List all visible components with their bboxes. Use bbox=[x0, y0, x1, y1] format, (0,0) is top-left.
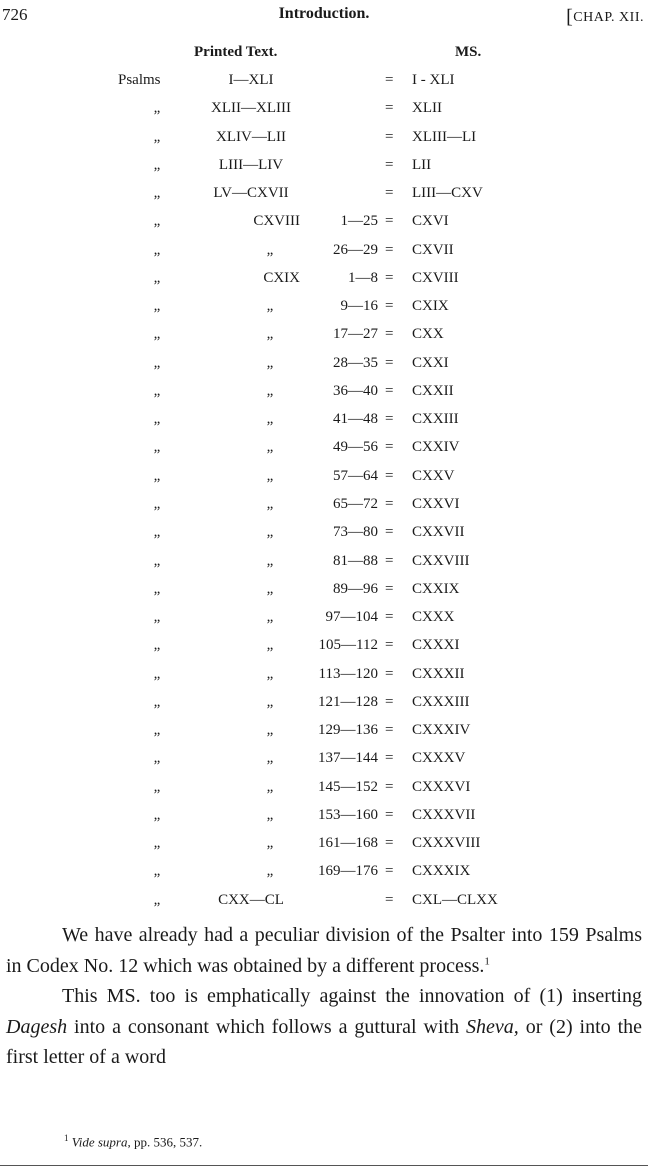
chapter-reference bbox=[566, 4, 644, 27]
verse-range: 153—160 bbox=[318, 806, 378, 823]
ditto-mark: „ bbox=[153, 156, 161, 173]
table-row bbox=[0, 68, 648, 96]
ditto-mark: „ bbox=[153, 269, 161, 286]
ms-psalm-range: CXXXVIII bbox=[412, 835, 481, 852]
footnote bbox=[64, 1133, 202, 1150]
equals-sign: = bbox=[385, 609, 394, 626]
printed-psalm-range: LIII—LIV bbox=[218, 156, 284, 173]
ditto-mark: „ bbox=[153, 495, 161, 512]
running-header bbox=[0, 0, 648, 30]
ditto-mark: „ bbox=[153, 241, 161, 258]
ditto-mark: „ bbox=[153, 128, 161, 145]
ms-psalm-range: CXXXIII bbox=[412, 693, 470, 710]
ms-psalm-range: CXXXV bbox=[412, 750, 466, 767]
verse-range: 41—48 bbox=[333, 411, 378, 428]
ditto-mark: „ bbox=[153, 693, 161, 710]
verse-range: 17—27 bbox=[333, 326, 378, 343]
ms-psalm-range: CXXXVII bbox=[412, 806, 476, 823]
ms-psalm-range: CXX bbox=[412, 326, 444, 343]
printed-psalm-range: „ bbox=[266, 665, 274, 682]
ms-psalm-range: XLIII—LI bbox=[412, 128, 477, 145]
paragraph-2 bbox=[6, 981, 642, 1073]
printed-psalm-range: XLII—XLIII bbox=[211, 100, 291, 117]
verse-range: 121—128 bbox=[318, 693, 378, 710]
equals-sign: = bbox=[385, 467, 394, 484]
ms-psalm-range: LIII—CXV bbox=[412, 185, 483, 202]
printed-psalm-range: XLIV—LII bbox=[216, 128, 286, 145]
table-row bbox=[0, 351, 648, 379]
verse-range: 105—112 bbox=[318, 637, 378, 654]
ms-psalm-range: CXXXIV bbox=[412, 722, 471, 739]
page-number: 726 bbox=[2, 5, 28, 24]
printed-psalm-range: „ bbox=[266, 552, 274, 569]
table-row bbox=[0, 775, 648, 803]
ms-psalm-range: CXL—CLXX bbox=[412, 891, 498, 908]
verse-range: 1—8 bbox=[348, 269, 378, 286]
ms-psalm-range: CXXXIX bbox=[412, 863, 471, 880]
table-row bbox=[0, 520, 648, 548]
table-row bbox=[0, 803, 648, 831]
ditto-mark: „ bbox=[153, 298, 161, 315]
printed-psalm-range: LV—CXVII bbox=[213, 185, 289, 202]
verse-range: 89—96 bbox=[333, 580, 378, 597]
printed-psalm-range: „ bbox=[266, 580, 274, 597]
ditto-mark: „ bbox=[153, 750, 161, 767]
printed-psalm-range: „ bbox=[266, 863, 274, 880]
ditto-mark: „ bbox=[153, 100, 161, 117]
ms-psalm-range: CXVIII bbox=[412, 269, 459, 286]
table-row bbox=[0, 153, 648, 181]
ms-psalm-range: CXXXII bbox=[412, 665, 465, 682]
equals-sign: = bbox=[385, 778, 394, 795]
ms-psalm-range: CXXIII bbox=[412, 411, 459, 428]
equals-sign: = bbox=[385, 637, 394, 654]
footnote-rule bbox=[0, 1165, 648, 1166]
ditto-mark: „ bbox=[153, 863, 161, 880]
table-row bbox=[0, 379, 648, 407]
footnote-ref: Vide supra, bbox=[71, 1134, 131, 1150]
ditto-mark: „ bbox=[153, 326, 161, 343]
table-row bbox=[0, 718, 648, 746]
table-row bbox=[0, 294, 648, 322]
ditto-mark: „ bbox=[153, 637, 161, 654]
printed-psalm-range: „ bbox=[266, 835, 274, 852]
printed-psalm-range: „ bbox=[266, 524, 274, 541]
table-row bbox=[0, 407, 648, 435]
equals-sign: = bbox=[385, 411, 394, 428]
table-row bbox=[0, 322, 648, 350]
verse-range: 57—64 bbox=[333, 467, 378, 484]
ditto-mark: „ bbox=[153, 185, 161, 202]
equals-sign: = bbox=[385, 185, 394, 202]
equals-sign: = bbox=[385, 72, 394, 88]
printed-psalm-range: „ bbox=[266, 778, 274, 795]
verse-range: 81—88 bbox=[333, 552, 378, 569]
equals-sign: = bbox=[385, 580, 394, 597]
equals-sign: = bbox=[385, 806, 394, 823]
table-row bbox=[0, 605, 648, 633]
equals-sign: = bbox=[385, 439, 394, 456]
ms-psalm-range: CXXVI bbox=[412, 495, 460, 512]
verse-range: 129—136 bbox=[318, 722, 378, 739]
ms-psalm-range: CXXIX bbox=[412, 580, 460, 597]
chapter-label: CHAP. XII. bbox=[573, 10, 644, 25]
printed-psalm-range: „ bbox=[266, 609, 274, 626]
equals-sign: = bbox=[385, 665, 394, 682]
ditto-mark: „ bbox=[153, 891, 161, 908]
ms-psalm-range: CXVII bbox=[412, 241, 454, 258]
verse-range: 137—144 bbox=[318, 750, 378, 767]
running-title: Introduction. bbox=[278, 5, 370, 22]
equals-sign: = bbox=[385, 128, 394, 145]
equals-sign: = bbox=[385, 213, 394, 230]
verse-range: 97—104 bbox=[325, 609, 378, 626]
paragraph-2-text-a: This MS. too is emphatically against the innovation of (1) inserting bbox=[62, 985, 642, 1007]
ditto-mark: „ bbox=[153, 439, 161, 456]
equals-sign: = bbox=[385, 354, 394, 371]
table-row bbox=[0, 549, 648, 577]
table-row bbox=[0, 266, 648, 294]
verse-range: 1—25 bbox=[340, 213, 378, 230]
ms-psalm-range: CXXVIII bbox=[412, 552, 470, 569]
verse-range: 26—29 bbox=[333, 241, 378, 258]
equals-sign: = bbox=[385, 552, 394, 569]
paragraph-2-text-b: into a consonant which follows a guttural with bbox=[67, 1015, 467, 1038]
ms-psalm-range: LII bbox=[412, 156, 432, 173]
printed-psalm-range: „ bbox=[266, 326, 274, 343]
table-row bbox=[0, 577, 648, 605]
ms-heading: MS. bbox=[455, 44, 482, 60]
equals-sign: = bbox=[385, 524, 394, 541]
verse-range: 113—120 bbox=[318, 665, 378, 682]
dagesh-term: Dagesh bbox=[6, 1015, 68, 1038]
table-row bbox=[0, 209, 648, 237]
ditto-mark: „ bbox=[153, 665, 161, 682]
printed-psalm-range: „ bbox=[266, 806, 274, 823]
chapter-bracket: [ bbox=[566, 6, 574, 28]
ms-psalm-range: CXXVII bbox=[412, 524, 465, 541]
ditto-mark: „ bbox=[153, 722, 161, 739]
verse-range: 65—72 bbox=[333, 495, 378, 512]
printed-psalm-range: „ bbox=[266, 750, 274, 767]
ditto-mark: „ bbox=[153, 609, 161, 626]
equals-sign: = bbox=[385, 382, 394, 399]
sheva-term: Sheva, bbox=[466, 1015, 519, 1038]
ditto-mark: „ bbox=[153, 354, 161, 371]
ms-psalm-range: CXXIV bbox=[412, 439, 460, 456]
verse-range: 36—40 bbox=[333, 382, 378, 399]
ditto-mark: „ bbox=[153, 552, 161, 569]
table-row bbox=[0, 435, 648, 463]
equals-sign: = bbox=[385, 722, 394, 739]
ms-psalm-range: I - XLI bbox=[412, 72, 455, 88]
printed-psalm-range: CXVIII bbox=[253, 213, 300, 230]
table-row bbox=[0, 492, 648, 520]
ms-psalm-range: CXXXI bbox=[412, 637, 460, 654]
printed-psalm-range: „ bbox=[266, 439, 274, 456]
table-rows bbox=[0, 68, 648, 916]
footnote-text: pp. 536, 537. bbox=[130, 1134, 203, 1150]
ditto-mark: „ bbox=[153, 806, 161, 823]
ditto-mark: „ bbox=[153, 411, 161, 428]
printed-psalm-range: CXIX bbox=[263, 269, 300, 286]
ditto-mark: „ bbox=[153, 580, 161, 597]
verse-range: 9—16 bbox=[340, 298, 378, 315]
equals-sign: = bbox=[385, 269, 394, 286]
printed-psalm-range: CXX—CL bbox=[218, 891, 284, 908]
ms-psalm-range: CXVI bbox=[412, 213, 449, 230]
equals-sign: = bbox=[385, 863, 394, 880]
ditto-mark: „ bbox=[153, 213, 161, 230]
printed-psalm-range: „ bbox=[266, 495, 274, 512]
printed-psalm-range: „ bbox=[266, 354, 274, 371]
table-row bbox=[0, 859, 648, 887]
body-text bbox=[6, 920, 642, 1073]
ms-psalm-range: CXXI bbox=[412, 354, 449, 371]
equals-sign: = bbox=[385, 326, 394, 343]
printed-psalm-range: „ bbox=[266, 241, 274, 258]
printed-text-heading: Printed Text. bbox=[194, 44, 278, 60]
printed-psalm-range: „ bbox=[266, 693, 274, 710]
table-row bbox=[0, 125, 648, 153]
equals-sign: = bbox=[385, 156, 394, 173]
equals-sign: = bbox=[385, 750, 394, 767]
table-row bbox=[0, 662, 648, 690]
verse-range: 73—80 bbox=[333, 524, 378, 541]
paragraph-1-text: We have already had a peculiar division of the Psalter into 159 Psalms in Codex No. 12 which was obtained by a different process. bbox=[6, 924, 642, 977]
ditto-mark: „ bbox=[153, 524, 161, 541]
table-row bbox=[0, 690, 648, 718]
printed-psalm-range: „ bbox=[266, 467, 274, 484]
equals-sign: = bbox=[385, 100, 394, 117]
table-row bbox=[0, 831, 648, 859]
printed-psalm-range: „ bbox=[266, 298, 274, 315]
ditto-mark: „ bbox=[153, 467, 161, 484]
printed-psalm-range: „ bbox=[266, 637, 274, 654]
equals-sign: = bbox=[385, 693, 394, 710]
table-row bbox=[0, 464, 648, 492]
printed-psalm-range: „ bbox=[266, 382, 274, 399]
verse-range: 145—152 bbox=[318, 778, 378, 795]
verse-range: 28—35 bbox=[333, 354, 378, 371]
table-row bbox=[0, 633, 648, 661]
verse-range: 161—168 bbox=[318, 835, 378, 852]
ditto-mark: „ bbox=[153, 835, 161, 852]
footnote-number: 1 bbox=[64, 1133, 69, 1143]
ms-psalm-range: CXIX bbox=[412, 298, 449, 315]
equals-sign: = bbox=[385, 495, 394, 512]
ms-psalm-range: CXXII bbox=[412, 382, 454, 399]
ms-psalm-range: CXXX bbox=[412, 609, 455, 626]
ditto-mark: „ bbox=[153, 778, 161, 795]
ms-psalm-range: CXXXVI bbox=[412, 778, 471, 795]
footnote-marker: 1 bbox=[484, 954, 490, 967]
equals-sign: = bbox=[385, 241, 394, 258]
ditto-mark: „ bbox=[153, 382, 161, 399]
table-row bbox=[0, 96, 648, 124]
equals-sign: = bbox=[385, 835, 394, 852]
table-row bbox=[0, 181, 648, 209]
table-row bbox=[0, 238, 648, 266]
table-row bbox=[0, 888, 648, 916]
table-row bbox=[0, 746, 648, 774]
equals-sign: = bbox=[385, 298, 394, 315]
equals-sign: = bbox=[385, 891, 394, 908]
verse-range: 169—176 bbox=[318, 863, 378, 880]
verse-range: 49—56 bbox=[333, 439, 378, 456]
ms-psalm-range: XLII bbox=[412, 100, 442, 117]
paragraph-1 bbox=[6, 920, 642, 981]
psalms-label: Psalms bbox=[118, 72, 161, 88]
ms-psalm-range: CXXV bbox=[412, 467, 455, 484]
paragraph-2-text-c: or (2) into the first letter of a word bbox=[6, 1015, 642, 1068]
printed-psalm-range: „ bbox=[266, 722, 274, 739]
printed-psalm-range: I—XLI bbox=[228, 72, 274, 88]
printed-psalm-range: „ bbox=[266, 411, 274, 428]
